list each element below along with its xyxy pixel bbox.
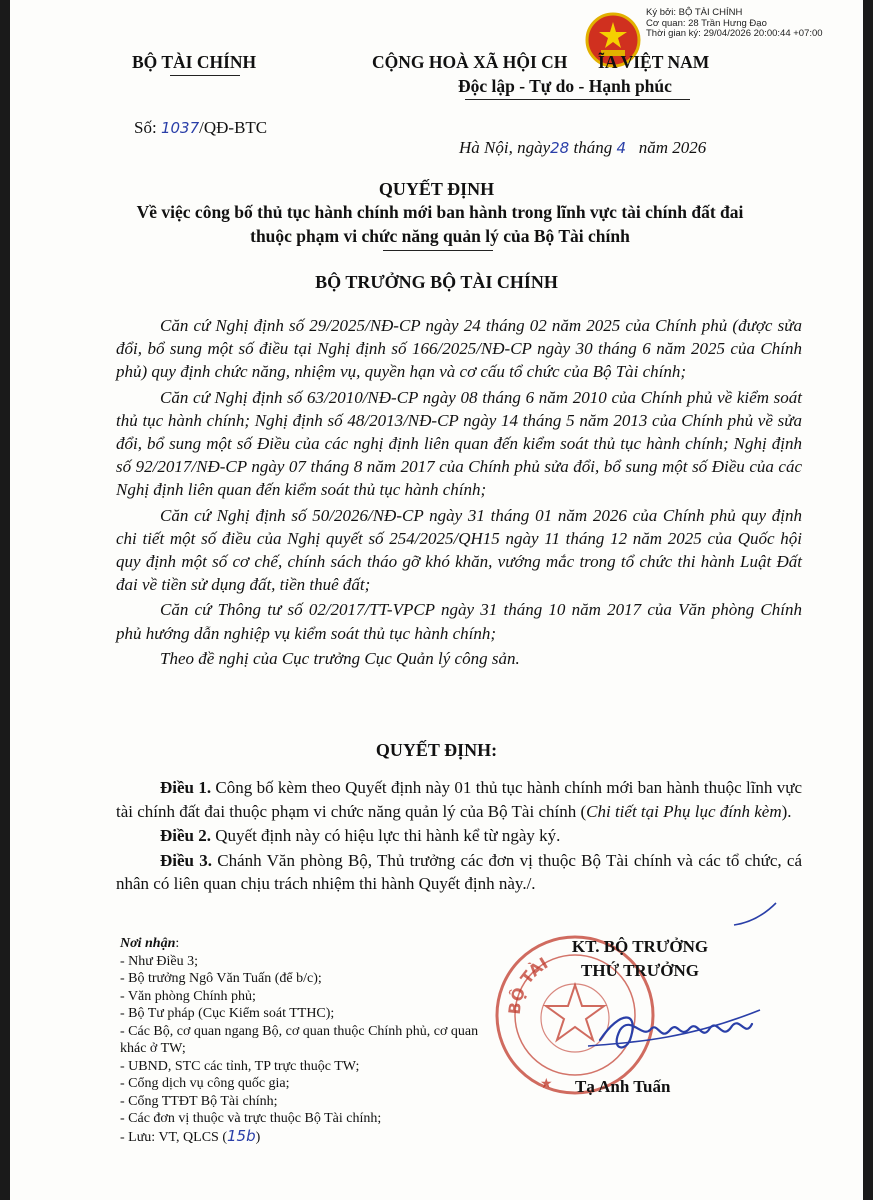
- article-1: [116, 776, 802, 823]
- svg-text:★: ★: [540, 1077, 553, 1092]
- article-italic: Chi tiết tại Phụ lục đính kèm: [586, 801, 782, 821]
- day-handwritten: 28: [550, 139, 570, 157]
- recipient-item: - Các đơn vị thuộc và trực thuộc Bộ Tài chính;: [120, 1111, 382, 1126]
- article-3: [116, 849, 802, 896]
- signature-role: [540, 935, 740, 983]
- copies-handwritten: 15b: [227, 1126, 256, 1145]
- recipient-item: - Các Bộ, cơ quan ngang Bộ, cơ quan thuộc Chính phủ, cơ quan khác ở TW;: [120, 1023, 479, 1056]
- motto-underline: [465, 99, 690, 100]
- seal-text: BỘ TÀI: [504, 953, 552, 1016]
- republic-name: CỘNG HOÀ XÃ HỘI CH ĨA VIỆT NAM: [372, 52, 710, 72]
- signer-name: Tạ Anh Tuấn: [575, 1077, 671, 1096]
- issuing-authority: BỘ TRƯỞNG BỘ TÀI CHÍNH: [315, 272, 558, 292]
- article-2: [116, 824, 802, 848]
- month-label: tháng: [569, 138, 617, 157]
- recipient-item: - Cổng TTĐT Bộ Tài chính;: [120, 1093, 278, 1109]
- number-prefix: Số:: [134, 118, 161, 137]
- recipient-item: - UBND, STC các tỉnh, TP trực thuộc TW;: [120, 1058, 360, 1074]
- article-text: Quyết định này có hiệu lực thi hành kể từ ngày ký.: [211, 826, 561, 845]
- place-date: [442, 118, 706, 178]
- preamble-paragraph: Căn cứ Thông tư số 02/2017/TT-VPCP ngày 31 tháng 10 năm 2017 của Văn phòng Chính phủ hướng dẫn nghiệp vụ kiểm soát thủ tục hành chính;: [116, 600, 802, 643]
- document-subject: Về việc công bố thủ tục hành chính mới ban hành trong lĩnh vực tài chính đất đai thuộc phạm vi chức năng quản lý của Bộ Tài chính: [136, 202, 744, 246]
- signature-role-line2: THỨ TRƯỞNG: [581, 961, 699, 980]
- preamble-paragraph: Căn cứ Nghị định số 29/2025/NĐ-CP ngày 24 tháng 02 năm 2025 của Chính phủ (được sửa đổi, bổ sung một số điều tại Nghị định số 166/2025/NĐ-CP ngày 30 tháng 6 năm 2025 của Chính phủ) quy định chức năng, nhiệm vụ, quyền hạn và cơ cấu tổ chức của Bộ Tài chính;: [116, 316, 802, 382]
- document-number: [134, 118, 267, 138]
- recipients-block: Nơi nhận: - Như Điều 3; - Bộ trưởng Ngô Văn Tuấn (để b/c); - Văn phòng Chính phủ; - Bộ Tư pháp (Cục Kiểm soát TTHC); - Các Bộ, cơ quan ngang Bộ, cơ quan thuộc Chính phủ, cơ quan khác ở TW; - UBND, STC các tỉnh, TP trực thuộc TW; - Cổng dịch vụ công quốc gia; - Cổng TTĐT Bộ Tài chính; - Các đơn vị thuộc và trực thuộc Bộ Tài chính; - Lưu: VT, QLCS (15b): [120, 936, 479, 1145]
- ministry-name: BỘ TÀI CHÍNH: [132, 52, 257, 72]
- preamble-paragraph: Căn cứ Nghị định số 50/2026/NĐ-CP ngày 31 tháng 01 năm 2026 của Chính phủ quy định chi tiết một số điều của Nghị quyết số 254/2025/QH15 ngày 11 tháng 12 năm 2025 của Quốc hội quy định một số cơ chế, chính sách tháo gỡ khó khăn, vướng mắc trong tổ chức thi hành Luật Đất đai về tiền sử dụng đất, tiền thuê đất;: [116, 505, 802, 595]
- article-text: Chánh Văn phòng Bộ, Thủ trưởng các đơn vị thuộc Bộ Tài chính và các tổ chức, cá nhân có liên quan chịu trách nhiệm thi hành Quyết định này./.: [116, 850, 802, 893]
- digital-signature-info: [646, 8, 823, 40]
- signature-role-line1: KT. BỘ TRƯỞNG: [571, 937, 709, 956]
- article-label: Điều 3.: [160, 850, 213, 870]
- recipients-heading: Nơi nhận: [120, 936, 176, 951]
- preamble: [116, 314, 802, 672]
- recipient-item-last: - Lưu: VT, QLCS (15b): [120, 1126, 261, 1145]
- article-label: Điều 2.: [160, 826, 211, 845]
- article-label: Điều 1.: [160, 778, 212, 797]
- month-handwritten: 4: [616, 139, 627, 157]
- year-label: năm 2026: [626, 138, 707, 157]
- articles: [116, 776, 802, 897]
- document-title: QUYẾT ĐỊNH: [378, 179, 495, 199]
- article-text: Công bố kèm theo Quyết định này 01 thủ tục hành chính mới ban hành thuộc lĩnh vực tài chính đất đai thuộc phạm vi chức năng quản lý của Bộ Tài chính (: [116, 778, 803, 821]
- digital-time: Thời gian ký: 29/04/2026 20:00:44 +07:00: [646, 28, 823, 39]
- digital-signer: Ký bởi: BỘ TÀI CHÍNH: [646, 7, 743, 18]
- handwritten-tick-icon: [730, 895, 780, 935]
- place-prefix: Hà Nội, ngày: [459, 138, 551, 157]
- recipient-item: - Như Điều 3;: [120, 953, 198, 969]
- digital-agency: Cơ quan: 28 Trần Hưng Đạo: [646, 17, 767, 29]
- number-suffix: /QĐ-BTC: [199, 118, 268, 137]
- preamble-paragraph: Theo đề nghị của Cục trưởng Cục Quản lý công sản.: [160, 648, 520, 668]
- handwritten-signature-icon: [580, 990, 770, 1070]
- preamble-paragraph: Căn cứ Nghị định số 63/2010/NĐ-CP ngày 08 tháng 6 năm 2010 của Chính phủ về kiểm soát thủ tục hành chính; Nghị định số 48/2013/NĐ-CP ngày 14 tháng 5 năm 2013 của Chính phủ về sửa đổi, bổ sung một số Điều của các nghị định liên quan đến kiểm soát thủ tục hành chính; Nghị định số 92/2017/NĐ-CP ngày 07 tháng 8 năm 2017 của Chính phủ sửa đổi, bổ sung một số Điều của các Nghị định liên quan đến kiểm soát thủ tục hành chính;: [116, 387, 802, 500]
- national-motto: Độc lập - Tự do - Hạnh phúc: [458, 76, 672, 96]
- subject-underline: [383, 250, 493, 251]
- recipient-item: - Bộ Tư pháp (Cục Kiểm soát TTHC);: [120, 1006, 335, 1021]
- decision-heading: QUYẾT ĐỊNH:: [375, 740, 498, 760]
- recipient-item: - Văn phòng Chính phủ;: [120, 988, 256, 1004]
- recipient-item: - Bộ trưởng Ngô Văn Tuấn (để b/c);: [120, 971, 322, 986]
- article-tail: ).: [781, 801, 792, 821]
- recipient-item: - Cổng dịch vụ công quốc gia;: [120, 1076, 290, 1091]
- document-page: [10, 0, 863, 1200]
- number-handwritten: 1037: [160, 119, 200, 137]
- ministry-underline: [170, 75, 240, 76]
